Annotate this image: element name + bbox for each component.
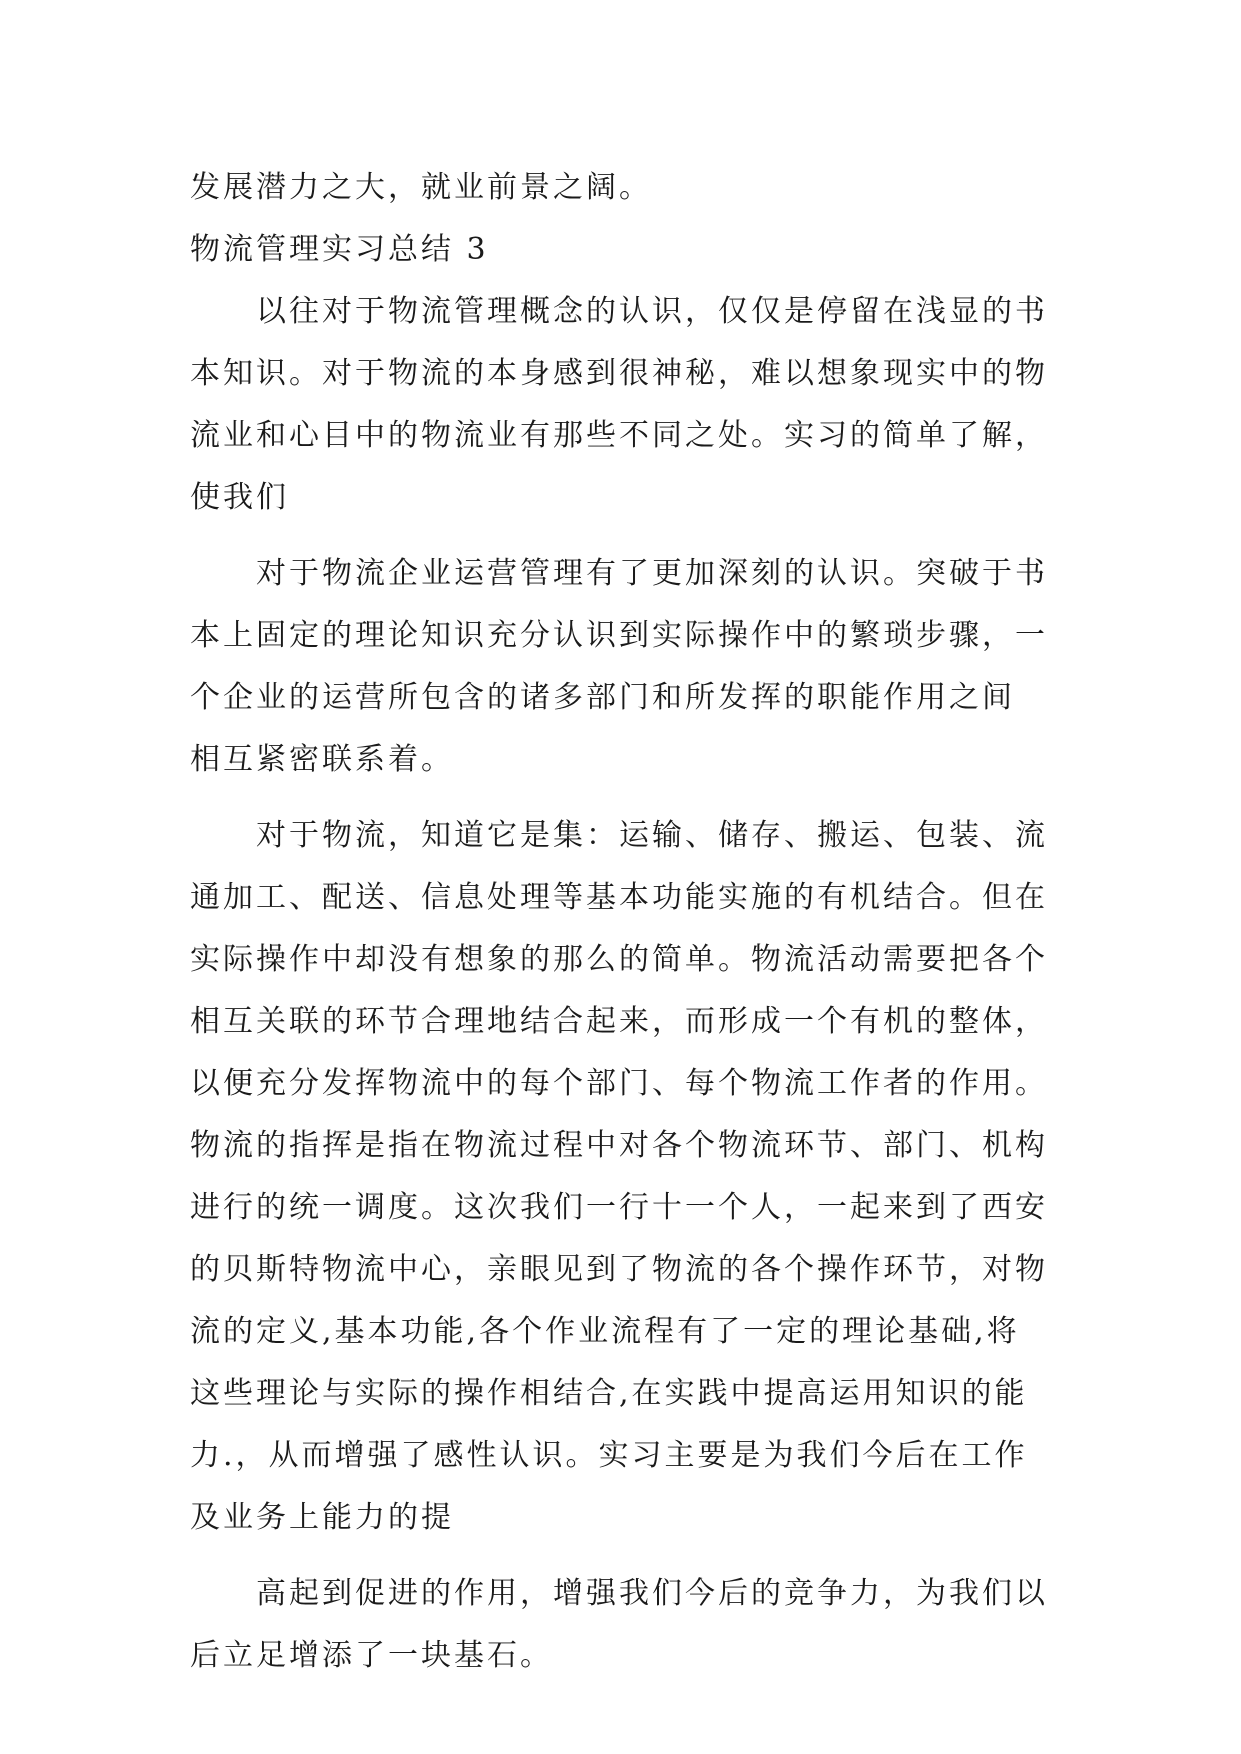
text-line: 对于物流企业运营管理有了更加深刻的认识。突破于书	[256, 556, 1048, 591]
text-line: 相互紧密联系着。	[190, 742, 454, 777]
text-line: 实际操作中却没有想象的那么的简单。物流活动需要把各个	[190, 942, 1048, 977]
text-line: 流业和心目中的物流业有那些不同之处。实习的简单了解，	[190, 418, 1048, 453]
text-line: 的贝斯特物流中心，亲眼见到了物流的各个操作环节，对物	[190, 1252, 1048, 1287]
document-body	[190, 157, 1070, 1687]
text-line: 以往对于物流管理概念的认识，仅仅是停留在浅显的书	[256, 294, 1048, 329]
text-line: 这些理论与实际的操作相结合,在实践中提高运用知识的能	[190, 1376, 1028, 1411]
text-line: 对于物流，知道它是集：运输、储存、搬运、包装、流	[256, 818, 1048, 853]
text-line: 以便充分发挥物流中的每个部门、每个物流工作者的作用。	[190, 1066, 1048, 1101]
text-line: 通加工、配送、信息处理等基本功能实施的有机结合。但在	[190, 880, 1048, 915]
text-line: 力.，从而增强了感性认识。实习主要是为我们今后在工作	[190, 1438, 1028, 1473]
text-line: 物流的指挥是指在物流过程中对各个物流环节、部门、机构	[190, 1128, 1048, 1163]
text-line: 后立足增添了一块基石。	[190, 1638, 553, 1673]
text-line: 高起到促进的作用，增强我们今后的竞争力，为我们以	[256, 1576, 1048, 1611]
text-line: 使我们	[190, 480, 289, 515]
text-line: 相互关联的环节合理地结合起来，而形成一个有机的整体，	[190, 1004, 1048, 1039]
text-line: 及业务上能力的提	[190, 1500, 454, 1535]
text-line: 本知识。对于物流的本身感到很神秘，难以想象现实中的物	[190, 356, 1048, 391]
section-title: 物流管理实习总结 3	[190, 232, 489, 267]
text-line: 发展潜力之大，就业前景之阔。	[190, 170, 652, 205]
text-line: 流的定义,基本功能,各个作业流程有了一定的理论基础,将	[190, 1314, 1020, 1349]
text-line: 本上固定的理论知识充分认识到实际操作中的繁琐步骤，一	[190, 618, 1048, 653]
text-line: 个企业的运营所包含的诸多部门和所发挥的职能作用之间	[190, 680, 1015, 715]
text-line: 进行的统一调度。这次我们一行十一个人，一起来到了西安	[190, 1190, 1048, 1225]
